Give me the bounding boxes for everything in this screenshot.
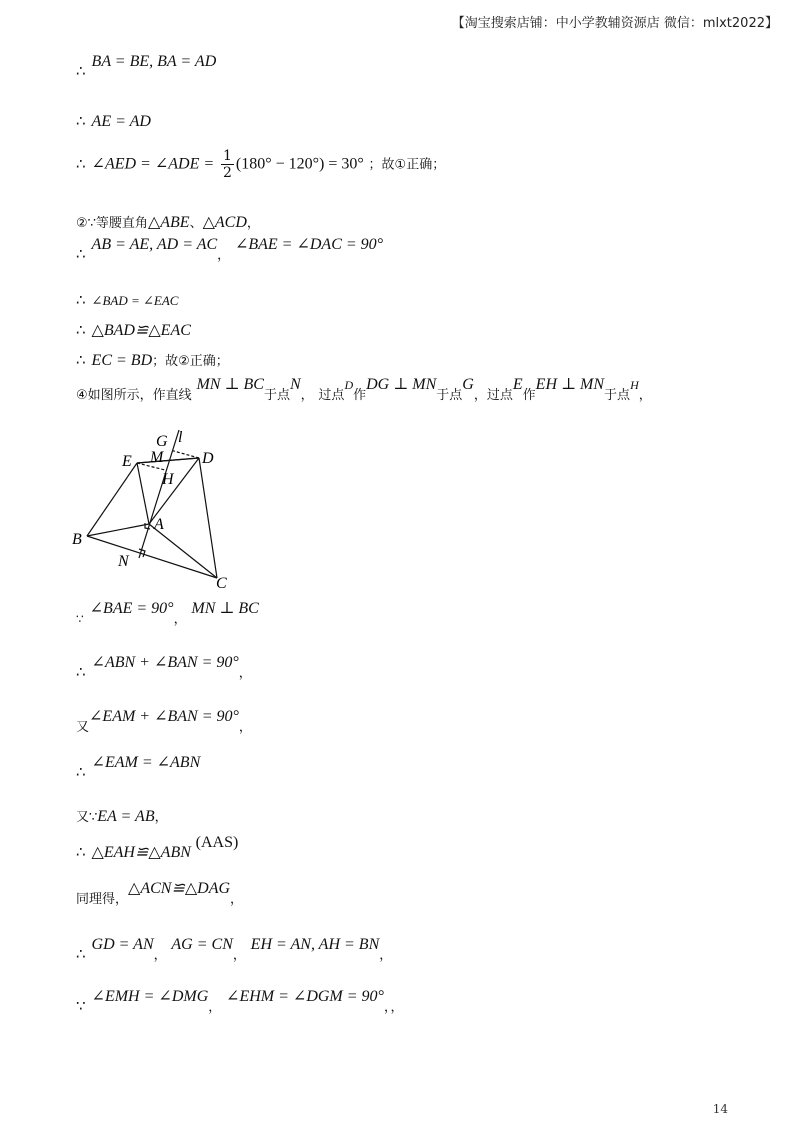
proof-line-12 [76,708,252,736]
label-B: B [72,531,82,548]
segment-DG [170,450,199,458]
text: ， [230,892,244,907]
proof-line-13 [76,754,201,782]
text: ， [153,948,167,963]
proof-line-7 [76,320,191,340]
proof-line-9 [76,376,652,404]
conclusion-text: ；故②正确； [152,354,229,369]
text: ，， [383,1000,404,1015]
equation: H [630,378,639,392]
equation: G [462,376,474,393]
equation: EH = AN, AH = BN [250,936,380,953]
equation: ∠EAM + ∠BAN = 90° [89,708,239,725]
equation: EH ⊥ MN [535,376,605,393]
segment-BE [87,463,137,536]
label-E: E [122,453,132,470]
text: ， [154,810,168,825]
denominator: 2 [222,165,232,181]
equation: GD = AN [91,936,154,953]
equation: E [512,376,523,393]
equation: ∠BAE = 90° [89,600,174,617]
therefore-symbol: ∴ [76,663,86,681]
equation: ∠EMH = ∠DMG [91,988,209,1005]
text: 于点 [604,388,631,403]
because-symbol: ∵ [76,997,86,1015]
label-M: M [150,449,164,466]
text: 又∵ [76,810,98,825]
conclusion-text: ；故①正确； [368,157,446,173]
equation: (AAS) [195,834,239,851]
equation: ∠AED = ∠ADE = [91,155,215,173]
therefore-symbol: ∴ [76,945,86,963]
equation: △EAH≌△ABN [91,844,191,861]
segment-DC [199,458,217,578]
text: ， [217,248,231,263]
equation: AE = AD [91,113,151,130]
proof-line-18 [76,988,404,1016]
page-number: 14 [712,1102,728,1116]
text: ，过点 [473,388,513,403]
geometry-figure [70,428,240,588]
proof-line-6 [76,291,178,309]
therefore-symbol: ∴ [76,763,86,781]
text: ， [232,948,246,963]
proof-line-17 [76,936,393,964]
text: 于点 [263,388,290,403]
label-H: H [162,471,174,488]
therefore-symbol: ∴ [76,321,86,339]
proof-line-5 [76,236,384,264]
therefore-symbol: ∴ [76,62,86,80]
text: ， [638,388,652,403]
proof-line-14 [76,806,168,826]
text: ， [238,720,252,735]
equation: △ACD [202,214,247,231]
proof-line-4 [76,212,260,232]
equation: ∠ABN + ∠BAN = 90° [91,654,239,671]
text: ， [173,612,187,627]
equation: AB = AE, AD = AC [91,236,218,253]
equation: MN ⊥ BC [191,600,259,617]
segment-EMD [137,458,199,463]
segment-BC [87,536,217,578]
equation: △BAD≌△EAC [91,322,191,339]
segment-EA [137,463,149,524]
text: 作 [353,388,367,403]
label-l: l [178,429,183,446]
equation: △ACN≌△DAG [128,880,231,897]
fraction [221,148,234,181]
equation: AG = CN [171,936,233,953]
therefore-symbol: ∴ [76,291,86,309]
proof-line-3 [76,148,445,181]
proof-line-10 [76,600,259,628]
text: ②∵等腰直角 [76,216,148,231]
text: ， [379,948,393,963]
page-header: 【淘宝搜索店铺：中小学教辅资源店 微信：mlxt2022】 [451,16,778,31]
text: 作 [522,388,536,403]
text: ， [300,388,314,403]
label-G: G [156,433,168,450]
text: 过点 [318,388,345,403]
equation: △ABE [147,214,190,231]
proof-line-11 [76,654,252,682]
proof-line-1 [76,53,217,81]
text: ， [238,666,252,681]
text: ④如图所示，作直线 [76,388,192,403]
therefore-symbol: ∴ [76,245,86,263]
equation: D [344,378,354,392]
text: ， [208,1000,222,1015]
numerator: 1 [222,148,232,164]
text: 又 [76,720,90,735]
because-symbol: ∵ [76,612,84,626]
equation: ∠EAM = ∠ABN [91,754,201,771]
equation: DG ⊥ MN [366,376,437,393]
equation: N [289,376,301,393]
proof-line-16 [76,880,244,908]
therefore-symbol: ∴ [76,843,86,861]
label-A: A [154,516,164,533]
equation: EA = AB [97,808,155,825]
label-N: N [118,553,129,570]
equation: BA = BE, BA = AD [91,53,217,70]
therefore-symbol: ∴ [76,112,86,130]
label-C: C [216,575,227,588]
segment-BA [87,524,149,536]
proof-line-8 [76,350,229,370]
text: 于点 [436,388,463,403]
equation: MN ⊥ BC [196,376,264,393]
proof-line-15 [76,834,239,862]
therefore-symbol: ∴ [76,351,86,369]
equation: EC = BD [91,352,153,369]
equation: ∠BAE = ∠DAC = 90° [234,236,384,253]
text: 、 [189,216,203,231]
proof-line-2 [76,112,151,131]
equation: ∠EHM = ∠DGM = 90° [226,988,384,1005]
label-D: D [202,450,214,467]
text: 同理得， [76,892,129,907]
text: ， [246,216,260,231]
therefore-symbol: ∴ [76,154,86,173]
equation: (180° − 120°) = 30° [235,155,364,173]
equation: ∠BAD = ∠EAC [91,293,179,308]
